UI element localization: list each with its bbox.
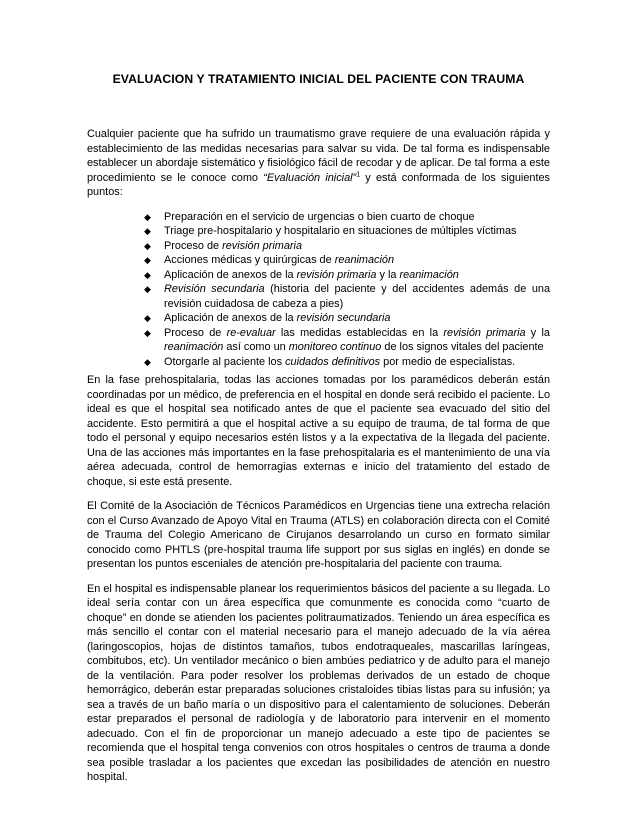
list-item: ◆ Proceso de revisión primaria (144, 239, 303, 252)
intro-term: “Evaluación inicial” (263, 171, 357, 184)
list-item: ◆ Revisión secundaria (historia del paciente y del accidentes además de una revisión cuidadosa de cabeza a pies) (144, 283, 550, 310)
bullet-icon: ◆ (144, 327, 151, 338)
list-item: ◆ Otorgarle al paciente los cuidados definitivos por medio de especialistas. (144, 355, 516, 368)
list-item: ◆ Acciones médicas y quirúrgicas de reanimación (144, 254, 395, 266)
paragraph-hospital: En el hospital es indispensable planear los requerimientos básicos del paciente a su llegada. Lo ideal sería contar con un área específica que comunmente es conocida como “cuarto de choque” en donde se atienden los pacientes politraumatizados. Teniendo un área específica es más sencillo el contar con el material necesario para el manejo adecuado de la vía aérea (laringoscopios, hojas de distintos tamaños, tubos endotraqueales, mascarillas laríngeas, combitubos, etc). Un ventilador mecánico o bien ambúes pediatrico y de adulto para el manejo de la ventilación. Para poder resolver los problemas derivados de un estado de choque hemorrágico, deberán estar preparadas soluciones cristaloides tibias listas para su infusión; ya sea a través de un baño maría o un dispositivo para el calentamiento de soluciones. Deberán estar preparados el personal de radiología y de laboratorio para intervenir en el momento adecuado. Con el fin de proporcionar un manejo adecuado a este tipo de pacientes se recomienda que el hospital tenga convenios con otros hospitales o centros de trauma a donde sea posible trasladar a los pacientes que excedan las posibilidades de atención en nuestro hospital. (87, 582, 550, 783)
paragraph-prehospital: En la fase prehospitalaria, todas las acciones tomadas por los paramédicos deberán están coordinadas por un médico, de preferencia en el hospital en donde será recibido el paciente. Lo ideal es que el hospital sea notificado antes de que el paciente sea evacuado del sitio del accidente. Esto permitirá a que el hospital active a su equipo de trauma, de tal forma de que todo el personal y equipo necesarios estén listos y a la expectativa de la llegada del paciente. Una de las acciones más importantes en la fase prehospitalaria es el mantenimiento de una vía aérea adecuada, control de hemorragias externas e inicio del tratamiento del estado de choque, si este está presente. (87, 374, 550, 488)
steps-list (87, 210, 550, 370)
bullet-icon: ◆ (144, 240, 151, 251)
bullet-icon: ◆ (144, 356, 151, 367)
list-item: ◆ Aplicación de anexos de la revisión secundaria (144, 312, 391, 324)
intro-text-end: y está conformada de los siguientes puntos: (87, 171, 550, 198)
intro-paragraph (87, 127, 550, 200)
list-item: ◆ Triage pre-hospitalario y hospitalario en situaciones de múltiples víctimas (144, 225, 517, 237)
list-item: ◆ Proceso de re-evaluar las medidas establecidas en la revisión primaria y la reanimación así como un monitoreo continuo de los signos vitales del paciente (144, 326, 550, 353)
document-body (87, 127, 550, 795)
bullet-icon: ◆ (144, 313, 151, 323)
bullet-icon: ◆ (144, 211, 151, 222)
bullet-icon: ◆ (144, 269, 151, 280)
page-title: EVALUACION Y TRATAMIENTO INICIAL DEL PACIENTE CON TRAUMA (112, 72, 525, 86)
bullet-icon: ◆ (144, 226, 151, 236)
footnote-ref[interactable]: 1 (356, 170, 361, 178)
intro-text: Cualquier paciente que ha sufrido un traumatismo grave requiere de una evaluación rápida y establecimiento de las medidas necesarias para salvar su vida. De tal forma es indispensable establecer un abordaje sistemático y fisiológico fácil de recodar y de aplicar. De tal forma a este procedimiento se le conoce como (87, 128, 550, 184)
paragraph-committee: El Comité de la Asociación de Técnicos Paramédicos en Urgencias tiene una extrecha relación con el Curso Avanzado de Apoyo Vital en Trauma (ATLS) en colaboración directa con el Comité de Trauma del Colegio Americano de Cirujanos desarrolando un curso en formato similar conocido como PHTLS (pre-hospital trauma life support por sus siglas en inglés) en donde se presentan los puntos esceniales de atención pre-hospitalaria del paciente con trauma. (87, 500, 550, 570)
bullet-icon: ◆ (144, 255, 151, 265)
list-item: ◆ Preparación en el servicio de urgencias o bien cuarto de choque (144, 210, 475, 223)
bullet-icon: ◆ (144, 284, 151, 294)
list-item: ◆ Aplicación de anexos de la revisión primaria y la reanimación (144, 268, 459, 281)
